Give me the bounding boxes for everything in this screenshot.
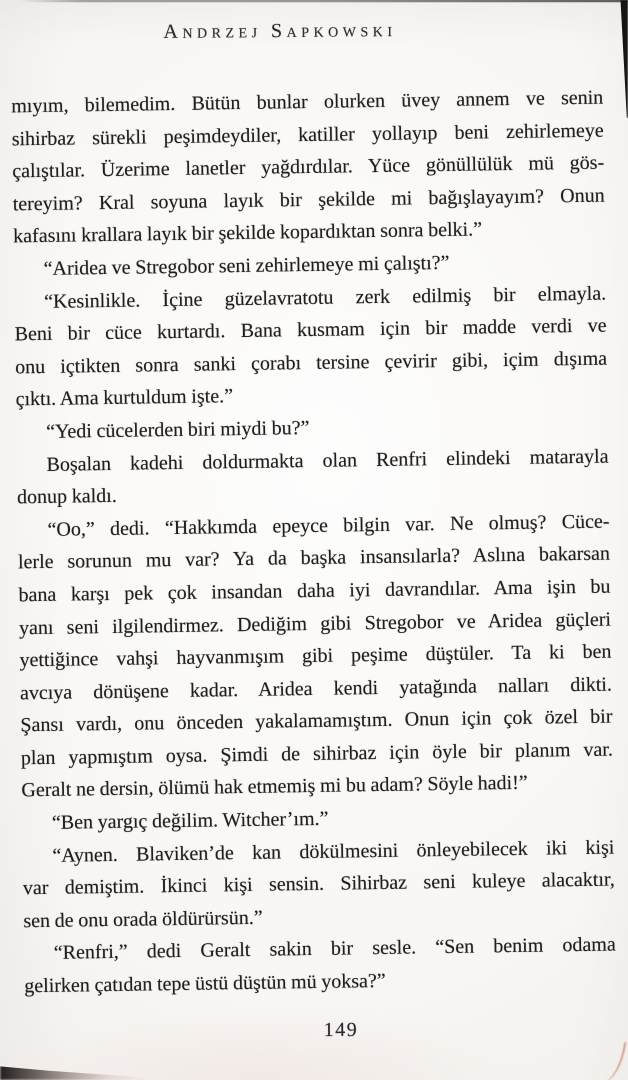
text-line: yanı seni ilgilendirmez. Dediğim gibi Stregobor ve Aridea güçleri [18, 608, 612, 639]
text-line: Geralt ne dersin, ölümü hak etmemiş mi bu adam? Söyle hadi!” [21, 772, 528, 802]
red-edge-mark [592, 1038, 627, 1080]
text-line: donup kaldı. [16, 484, 117, 509]
text-line: “Yedi cücelerden biri miydi bu?” [45, 416, 310, 443]
text-line: gelirken çatıdan tepe üstü düştün mü yoksa?” [24, 969, 386, 998]
photo-top-edge-shadow [20, 0, 628, 2]
text-line: sihirbaz sürekli peşimdeydiler, katiller yollayıp beni zehirlemeye [11, 119, 604, 150]
text-line: avcıya dönüşene kadar. Aridea kendi yatağında nalları dikti. [19, 673, 613, 705]
text-line: “Aridea ve Stregobor seni zehirlemeye mi çalıştı?” [43, 251, 450, 280]
paragraph [16, 440, 609, 514]
text-line: “Kesinlikle. İçine güzelavratotu zerk edilmiş bir elmayla. [44, 282, 607, 313]
photo-top-right-corner-shadow [618, 0, 628, 118]
paragraph [22, 831, 615, 938]
text-line: tereyim? Kral soyuna layık bir şekilde mi bağışlayayım? Onun [12, 184, 605, 216]
text-line: Şansı vardı, onu önceden yakalamamıştım. Onun için çok özel bir [20, 705, 613, 737]
text-line: lerle sorunun mu var? Ya da başka insansılarla? Aslına bakarsan [17, 542, 611, 574]
photo-bottom-left-shadow [0, 1064, 175, 1080]
text-line: Beni bir cüce kurtardı. Bana kusmam için bir madde verdi ve [14, 314, 607, 346]
text-line: “Aynen. Blaviken’de kan dökülmesini önleyebilecek iki kişi [52, 836, 615, 867]
text-line: onu içtikten sonra sanki çorabı tersine çevirir gibi, içim dışıma [14, 347, 608, 379]
text-line: “Oo,” dedi. “Hakkımda epeyce bilgin var. Ne olmuş? Cüce- [47, 510, 610, 541]
text-line: sen de onu orada öldürürsün.” [23, 906, 263, 933]
paragraph [24, 929, 617, 1003]
text-line: kafasını krallara layık bir şekilde kopardıktan sonra belki.” [13, 218, 483, 248]
text-line: bana karşı pek çok insandan daha iyi davrandılar. Ama işin bu [18, 575, 611, 607]
paragraph [17, 505, 613, 807]
text-line: plan yapmıştım oysa. Şimdi de sihirbaz için öyle bir planım var. [20, 738, 614, 770]
paragraph [11, 82, 605, 254]
text-line: çalıştılar. Üzerime lanetler yağdırdılar. Yüce gönüllülük mü gös- [12, 151, 605, 183]
paragraph [14, 277, 608, 416]
text-line: var demiştim. İkinci kişi sensin. Sihirbaz seni kuleye alacaktır, [22, 868, 615, 900]
text-line: “Ben yargıç değilim. Witcher’ım.” [51, 807, 329, 834]
text-line: Boşalan kadehi doldurmakta olan Renfri elindeki matarayla [46, 445, 609, 476]
body-text [11, 82, 616, 1003]
text-line: yettiğince vahşi hayvanmışım gibi peşime düştüler. Ta ki ben [19, 640, 612, 672]
text-line: çıktı. Ama kurtuldum işte.” [15, 385, 234, 411]
text-line: mıyım, bilemedim. Bütün bunlar olurken üvey annem ve senin [11, 86, 604, 118]
running-header-author: Andrzej Sapkowski [163, 19, 397, 43]
text-line: “Renfri,” dedi Geralt sakin bir sesle. “Sen benim odama [53, 933, 616, 965]
page-number: 149 [323, 1018, 359, 1042]
